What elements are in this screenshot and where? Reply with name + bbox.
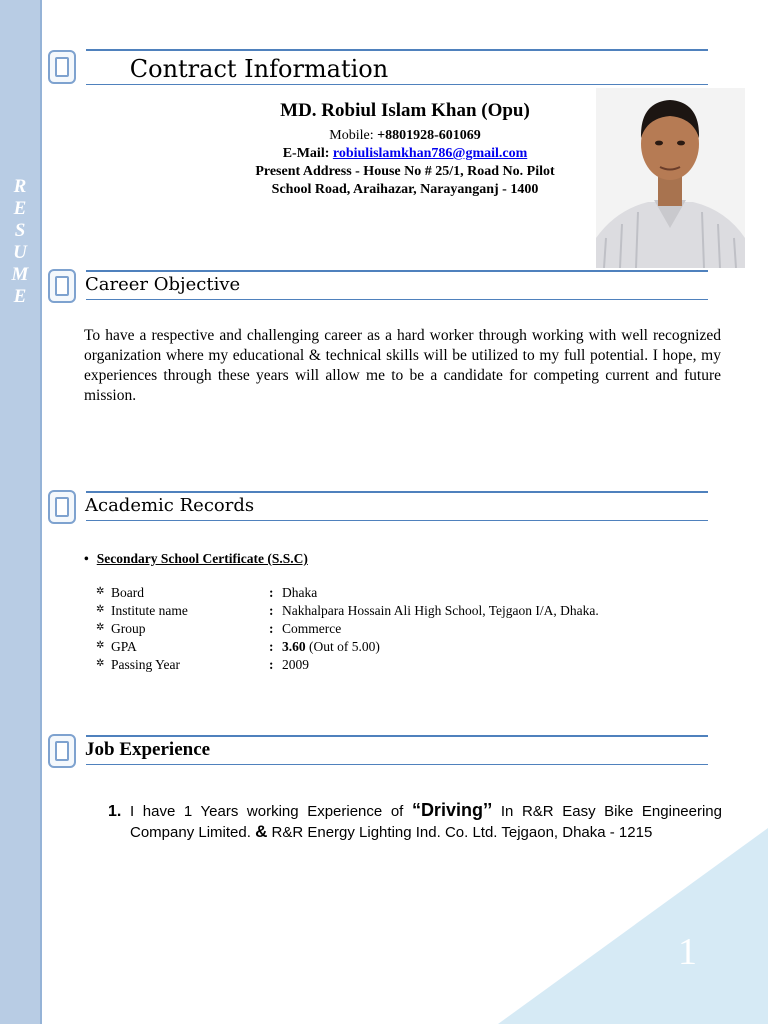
detail-value: Commerce	[282, 621, 342, 636]
mobile-number: +8801928-601069	[377, 128, 481, 143]
detail-row	[96, 639, 696, 657]
divider	[86, 764, 708, 765]
detail-colon: :	[269, 657, 274, 672]
divider	[86, 270, 708, 272]
sidebar-resume-letters	[0, 176, 40, 308]
sidebar-letter: R	[13, 176, 27, 197]
divider	[86, 49, 708, 51]
divider	[86, 491, 708, 493]
mobile-label: Mobile:	[329, 128, 378, 143]
address-line: Present Address - House No # 25/1, Road No. Pilot	[255, 164, 555, 179]
divider	[86, 299, 708, 300]
section-marker-icon	[48, 269, 76, 303]
star-bullet-icon: ✲	[96, 586, 105, 597]
divider	[86, 520, 708, 521]
section-marker-icon	[48, 734, 76, 768]
star-bullet-icon: ✲	[96, 604, 105, 615]
contact-info	[212, 127, 598, 199]
detail-row	[96, 603, 696, 621]
detail-label: Passing Year	[111, 657, 181, 672]
section-title-job: Job Experience	[85, 739, 211, 760]
corner-decoration	[498, 828, 768, 1024]
email-link[interactable]: robiulislamkhan786@gmail.com	[332, 146, 528, 161]
detail-value: Nakhalpara Hossain Ali High School, Tejgaon I/A, Dhaka.	[282, 603, 599, 618]
certificate-heading	[84, 551, 308, 567]
page-title: Contract Information	[129, 55, 389, 83]
job-description	[130, 800, 722, 843]
detail-row	[96, 585, 696, 603]
detail-label: Institute name	[111, 603, 188, 618]
gpa-value: 3.60	[282, 639, 306, 654]
star-bullet-icon: ✲	[96, 640, 105, 651]
sidebar-letter: E	[13, 286, 27, 307]
detail-colon: :	[269, 621, 274, 636]
list-number: 1.	[108, 803, 122, 820]
detail-label: Group	[111, 621, 146, 636]
detail-colon: :	[269, 603, 274, 618]
job-experience-item	[108, 800, 722, 843]
sidebar-letter: M	[11, 264, 29, 285]
career-objective-text: To have a respective and challenging career as a hard worker through working with well recognized organization where my educational & technical skills will be utilized to my full potential. I hope, my experiences through these years will allow me to be a candidate for competing current and future mission.	[84, 327, 721, 404]
detail-label: Board	[111, 585, 144, 600]
job-ampersand: &	[255, 822, 268, 841]
candidate-name: MD. Robiul Islam Khan (Opu)	[280, 100, 530, 121]
detail-row	[96, 621, 696, 639]
detail-colon: :	[269, 639, 274, 654]
detail-row	[96, 657, 696, 675]
section-title-academic: Academic Records	[85, 495, 255, 516]
divider	[86, 735, 708, 737]
job-text: I have 1 Years working Experience of	[130, 803, 412, 820]
job-text: In R&R Easy Bike Engineering Company Limited.	[130, 803, 722, 841]
section-title-career: Career Objective	[85, 274, 241, 295]
detail-colon: :	[269, 585, 274, 600]
section-marker-icon	[48, 50, 76, 84]
detail-value: 2009	[282, 657, 309, 672]
bullet-icon: •	[84, 551, 89, 566]
detail-value: Dhaka	[282, 585, 318, 600]
job-highlight: “Driving’’	[411, 800, 493, 820]
section-marker-icon	[48, 490, 76, 524]
detail-label: GPA	[111, 639, 137, 654]
detail-value	[282, 639, 380, 655]
star-bullet-icon: ✲	[96, 622, 105, 633]
page-number: 1	[678, 931, 697, 973]
sidebar-strip	[0, 0, 42, 1024]
address-line: School Road, Araihazar, Narayanganj - 1400	[271, 182, 539, 197]
sidebar-letter: U	[13, 242, 27, 263]
job-text: R&R Energy Lighting Ind. Co. Ltd. Tejgaon, Dhaka - 1215	[267, 824, 653, 841]
gpa-scale: (Out of 5.00)	[305, 639, 380, 654]
sidebar-letter: E	[13, 198, 27, 219]
star-bullet-icon: ✲	[96, 658, 105, 669]
academic-details	[96, 585, 696, 675]
email-label: E-Mail:	[282, 146, 333, 161]
profile-photo	[596, 88, 745, 268]
sidebar-letter: S	[14, 220, 26, 241]
certificate-title: Secondary School Certificate (S.S.C)	[96, 551, 308, 566]
